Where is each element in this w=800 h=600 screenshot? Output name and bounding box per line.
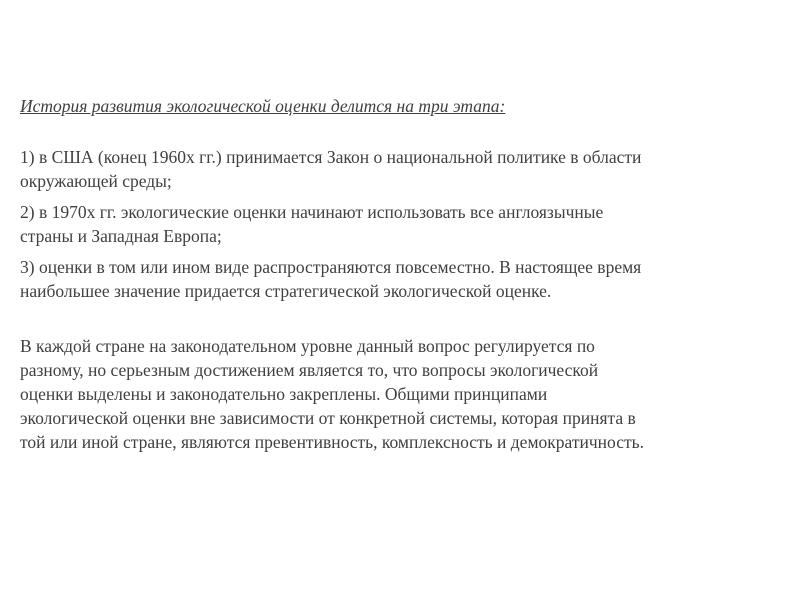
stage-item-3-line-2: наибольшее значение придается стратегической экологической оценке. bbox=[20, 281, 552, 301]
stage-item-2-line-2: страны и Западная Европа; bbox=[20, 226, 222, 246]
stage-item-2 bbox=[20, 200, 760, 248]
stage-item-1-line-2: окружающей среды; bbox=[20, 171, 172, 191]
summary-paragraph bbox=[20, 334, 760, 454]
stage-item-1-line-1: 1) в США (конец 1960х гг.) принимается Закон о национальной политике в области bbox=[20, 147, 642, 167]
slide-heading: История развития экологической оценки делится на три этапа: bbox=[20, 96, 506, 116]
slide-content bbox=[20, 95, 760, 454]
stage-item-2-line-1: 2) в 1970х гг. экологические оценки начинают использовать все англоязычные bbox=[20, 202, 604, 222]
summary-line-5: той или иной стране, являются превентивность, комплексность и демократичность. bbox=[20, 432, 644, 452]
spacer bbox=[20, 310, 760, 334]
stage-item-1 bbox=[20, 145, 760, 193]
stage-item-3-line-1: 3) оценки в том или ином виде распространяются повсеместно. В настоящее время bbox=[20, 257, 642, 277]
summary-line-3: оценки выделены и законодательно закреплены. Общими принципами bbox=[20, 384, 548, 404]
summary-line-2: разному, но серьезным достижением является то, что вопросы экологической bbox=[20, 360, 599, 380]
summary-line-1: В каждой стране на законодательном уровне данный вопрос регулируется по bbox=[20, 336, 595, 356]
stage-item-3 bbox=[20, 255, 760, 303]
summary-line-4: экологической оценки вне зависимости от конкретной системы, которая принята в bbox=[20, 408, 636, 428]
